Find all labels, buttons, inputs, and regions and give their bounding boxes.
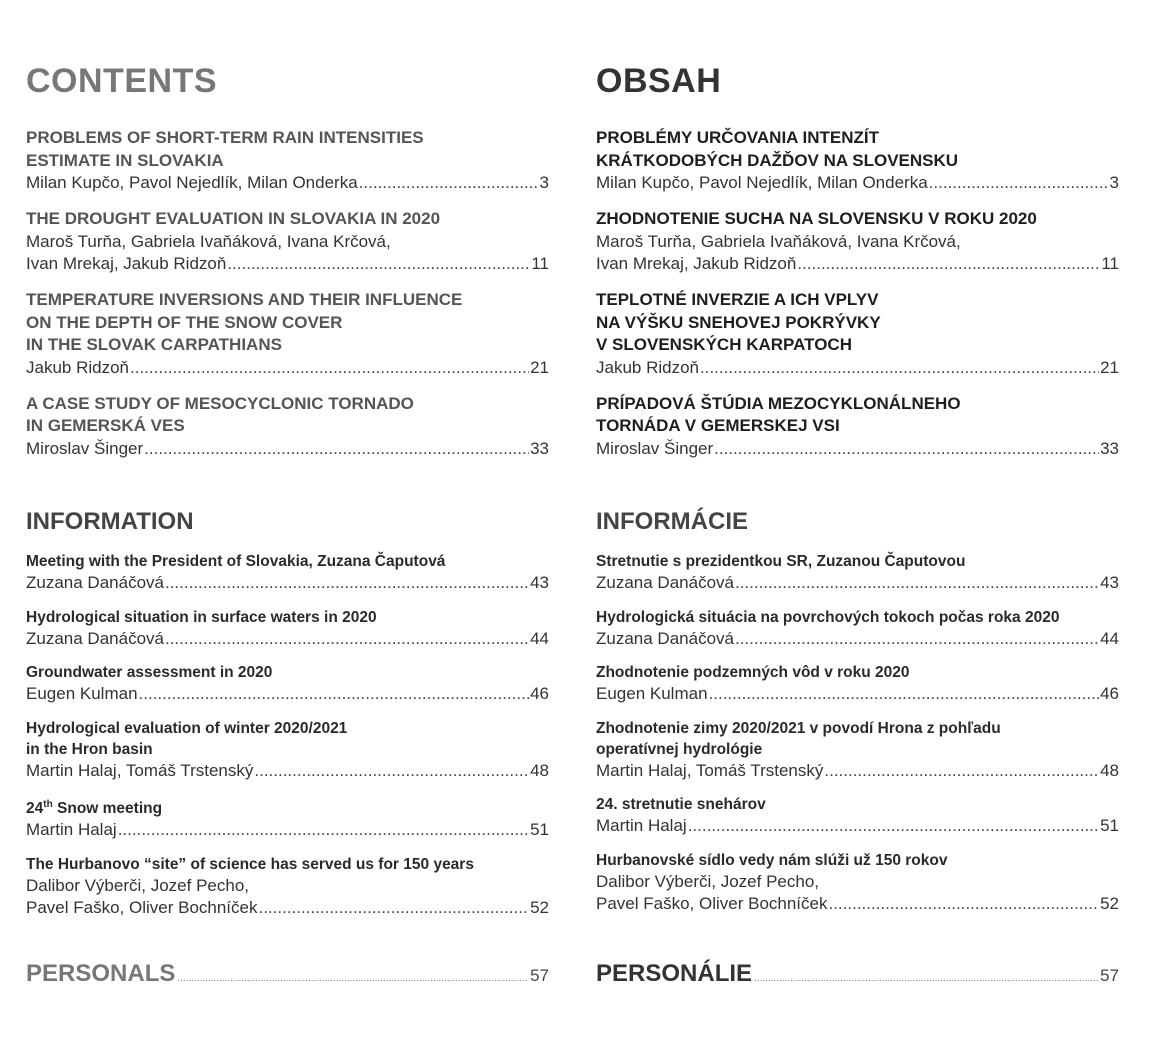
dot-leader (254, 760, 529, 782)
page-number: 43 (530, 573, 549, 592)
authors: Pavel Faško, Oliver Bochníček (596, 893, 828, 913)
information-title-line: Hydrologická situácia na povrchových tokoch počas roka 2020 (596, 608, 1060, 626)
author-line-with-page (596, 683, 1119, 705)
article-title-line: V SLOVENSKÝCH KARPATOCH (596, 335, 852, 354)
page-number: 21 (1100, 357, 1119, 377)
dot-leader (735, 572, 1099, 594)
information-title-line: Zhodnotenie podzemných vôd v roku 2020 (596, 664, 910, 681)
article-entry[interactable] (596, 127, 1119, 195)
personals-entry[interactable] (596, 960, 1119, 988)
author-line-with-page (26, 572, 549, 594)
page-number: 51 (1100, 816, 1119, 835)
dot-leader (797, 253, 1100, 276)
author-line-with-page (26, 357, 549, 380)
dot-leader (828, 893, 1099, 915)
dot-leader (177, 973, 528, 984)
authors: Milan Kupčo, Pavol Nejedlík, Milan Onderka (26, 173, 358, 192)
personals-label: PERSONALS (26, 960, 176, 987)
author-line-with-page (596, 760, 1119, 782)
authors: Ivan Mrekaj, Jakub Ridzoň (26, 254, 227, 273)
author-line: Maroš Turňa, Gabriela Ivaňáková, Ivana Krčová, (26, 231, 391, 251)
information-title-line: Groundwater assessment in 2020 (26, 664, 273, 681)
page-number: 33 (1100, 438, 1119, 458)
page-number: 33 (530, 438, 549, 458)
articles-list (26, 127, 549, 474)
section-heading: OBSAH (596, 62, 722, 100)
superscript: th (43, 799, 53, 810)
information-heading: INFORMÁCIE (596, 508, 748, 535)
information-entry[interactable] (596, 794, 1119, 837)
author-line: Dalibor Výberči, Jozef Pecho, (26, 875, 249, 895)
article-title-line: TORNÁDA V GEMERSKEJ VSI (596, 416, 840, 435)
author-line-with-page (26, 253, 549, 276)
dot-leader (824, 760, 1099, 782)
page-number: 44 (1100, 628, 1119, 648)
authors: Martin Halaj (26, 820, 117, 840)
article-title-line: IN THE SLOVAK CARPATHIANS (26, 335, 282, 354)
authors: Eugen Kulman (596, 684, 708, 703)
article-title-line: PROBLEMS OF SHORT-TERM RAIN INTENSITIES (26, 128, 424, 147)
page-number: 48 (530, 760, 549, 780)
information-title-line: Hydrological evaluation of winter 2020/2021 (26, 719, 348, 737)
dot-leader (165, 628, 529, 650)
dot-leader (359, 172, 539, 195)
authors: Miroslav Šinger (26, 438, 144, 458)
author-line-with-page (596, 172, 1119, 195)
dot-leader (227, 253, 530, 276)
dot-leader (709, 683, 1100, 705)
information-entry[interactable] (596, 662, 1119, 705)
author-line-with-page (26, 760, 549, 782)
authors: Milan Kupčo, Pavol Nejedlík, Milan Onderka (596, 173, 928, 192)
dot-leader (754, 973, 1098, 984)
authors: Miroslav Šinger (596, 438, 714, 458)
article-title-line: KRÁTKODOBÝCH DAŽĎOV NA SLOVENSKU (596, 150, 959, 170)
authors: Jakub Ridzoň (26, 357, 130, 377)
information-title-line: 24th Snow meeting (26, 799, 163, 818)
authors: Zuzana Danáčová (26, 628, 164, 648)
author-line-with-page (596, 893, 1119, 915)
page-number: 51 (530, 820, 549, 840)
authors: Pavel Faško, Oliver Bochníček (26, 897, 258, 917)
dot-leader (165, 572, 529, 594)
authors: Eugen Kulman (26, 684, 138, 703)
authors: Jakub Ridzoň (596, 357, 700, 377)
dot-leader (688, 815, 1099, 837)
author-line-with-page (596, 438, 1119, 461)
articles-list (596, 127, 1119, 474)
page-number: 44 (530, 628, 549, 648)
article-entry[interactable] (26, 208, 549, 276)
author-line-with-page (596, 628, 1119, 650)
author-line-with-page (26, 683, 549, 705)
information-entry[interactable] (26, 794, 549, 841)
author-line-with-page (596, 815, 1119, 837)
dot-leader (929, 172, 1109, 195)
dot-leader (700, 357, 1099, 380)
article-title-line: TEMPERATURE INVERSIONS AND THEIR INFLUENCE (26, 290, 463, 309)
information-entry[interactable] (26, 718, 549, 782)
article-title-line: ESTIMATE IN SLOVAKIA (26, 150, 224, 170)
information-title-line: Meeting with the President of Slovakia, Zuzana Čaputová (26, 553, 446, 570)
author-line-with-page (26, 819, 549, 841)
information-entry[interactable] (26, 854, 549, 919)
information-title-line: operatívnej hydrológie (596, 740, 763, 758)
information-title-line: Stretnutie s prezidentkou SR, Zuzanou Čaputovou (596, 553, 966, 570)
authors: Martin Halaj, Tomáš Trstenský (26, 760, 254, 780)
authors: Zuzana Danáčová (596, 628, 734, 648)
information-list (596, 551, 1119, 927)
information-title-line: The Hurbanovo “site” of science has served us for 150 years (26, 855, 474, 873)
article-entry[interactable] (26, 393, 549, 461)
page-number: 46 (530, 684, 549, 703)
article-title-line: A CASE STUDY OF MESOCYCLONIC TORNADO (26, 393, 414, 413)
article-entry[interactable] (26, 289, 549, 379)
information-entry[interactable] (596, 718, 1119, 782)
page-number: 48 (1100, 760, 1119, 780)
article-title-line: ON THE DEPTH OF THE SNOW COVER (26, 312, 343, 332)
authors: Martin Halaj (596, 816, 687, 835)
information-entry[interactable] (26, 607, 549, 650)
author-line: Maroš Turňa, Gabriela Ivaňáková, Ivana Krčová, (596, 231, 961, 251)
author-line-with-page (596, 253, 1119, 276)
article-entry[interactable] (596, 208, 1119, 276)
article-entry[interactable] (26, 127, 549, 195)
article-title-line: NA VÝŠKU SNEHOVEJ POKRÝVKY (596, 312, 881, 332)
authors: Ivan Mrekaj, Jakub Ridzoň (596, 254, 797, 273)
authors: Martin Halaj, Tomáš Trstenský (596, 760, 824, 780)
page-number: 52 (530, 897, 549, 917)
author-line-with-page (26, 438, 549, 461)
page-number: 43 (1100, 573, 1119, 592)
page-number: 11 (1101, 254, 1119, 273)
information-title-line: 24. stretnutie snehárov (596, 796, 766, 813)
dot-leader (144, 438, 529, 461)
article-title-line: PRÍPADOVÁ ŠTÚDIA MEZOCYKLONÁLNEHO (596, 393, 961, 413)
article-title-line: PROBLÉMY URČOVANIA INTENZÍT (596, 128, 880, 147)
author-line-with-page (596, 572, 1119, 594)
dot-leader (714, 438, 1099, 461)
information-entry[interactable] (596, 607, 1119, 650)
section-heading: CONTENTS (26, 62, 217, 100)
page-number: 52 (1100, 893, 1119, 913)
dot-leader (118, 819, 529, 841)
information-title-line: Hurbanovské sídlo vedy nám slúži už 150 rokov (596, 851, 948, 869)
author-line: Dalibor Výberči, Jozef Pecho, (596, 871, 819, 891)
information-entry[interactable] (596, 850, 1119, 915)
information-entry[interactable] (596, 551, 1119, 594)
page-number: 57 (1100, 966, 1119, 985)
page-number: 57 (530, 966, 549, 985)
author-line-with-page (26, 897, 549, 919)
article-title-line: ZHODNOTENIE SUCHA NA SLOVENSKU V ROKU 2020 (596, 209, 1037, 228)
article-entry[interactable] (596, 289, 1119, 379)
information-list (26, 551, 549, 931)
dot-leader (258, 897, 529, 919)
dot-leader (735, 628, 1099, 650)
authors: Zuzana Danáčová (26, 573, 164, 592)
author-line-with-page (26, 628, 549, 650)
personals-label: PERSONÁLIE (596, 960, 753, 987)
article-title-line: IN GEMERSKÁ VES (26, 416, 185, 435)
author-line-with-page (596, 357, 1119, 380)
information-title-line: in the Hron basin (26, 740, 153, 758)
page-number: 46 (1100, 684, 1119, 703)
dot-leader (139, 683, 530, 705)
authors: Zuzana Danáčová (596, 573, 734, 592)
information-title-line: Hydrological situation in surface waters in 2020 (26, 608, 377, 626)
page-number: 3 (1109, 173, 1119, 192)
article-title-line: THE DROUGHT EVALUATION IN SLOVAKIA IN 2020 (26, 209, 441, 228)
information-entry[interactable] (26, 662, 549, 705)
page-number: 11 (531, 254, 549, 273)
information-title-line: Zhodnotenie zimy 2020/2021 v povodí Hrona z pohľadu (596, 719, 1001, 737)
information-entry[interactable] (26, 551, 549, 594)
article-entry[interactable] (596, 393, 1119, 461)
personals-entry[interactable] (26, 960, 549, 988)
page-number: 3 (539, 173, 549, 192)
page-number: 21 (530, 357, 549, 377)
dot-leader (130, 357, 529, 380)
article-title-line: TEPLOTNÉ INVERZIE A ICH VPLYV (596, 290, 879, 309)
author-line-with-page (26, 172, 549, 195)
information-heading: INFORMATION (26, 508, 194, 535)
